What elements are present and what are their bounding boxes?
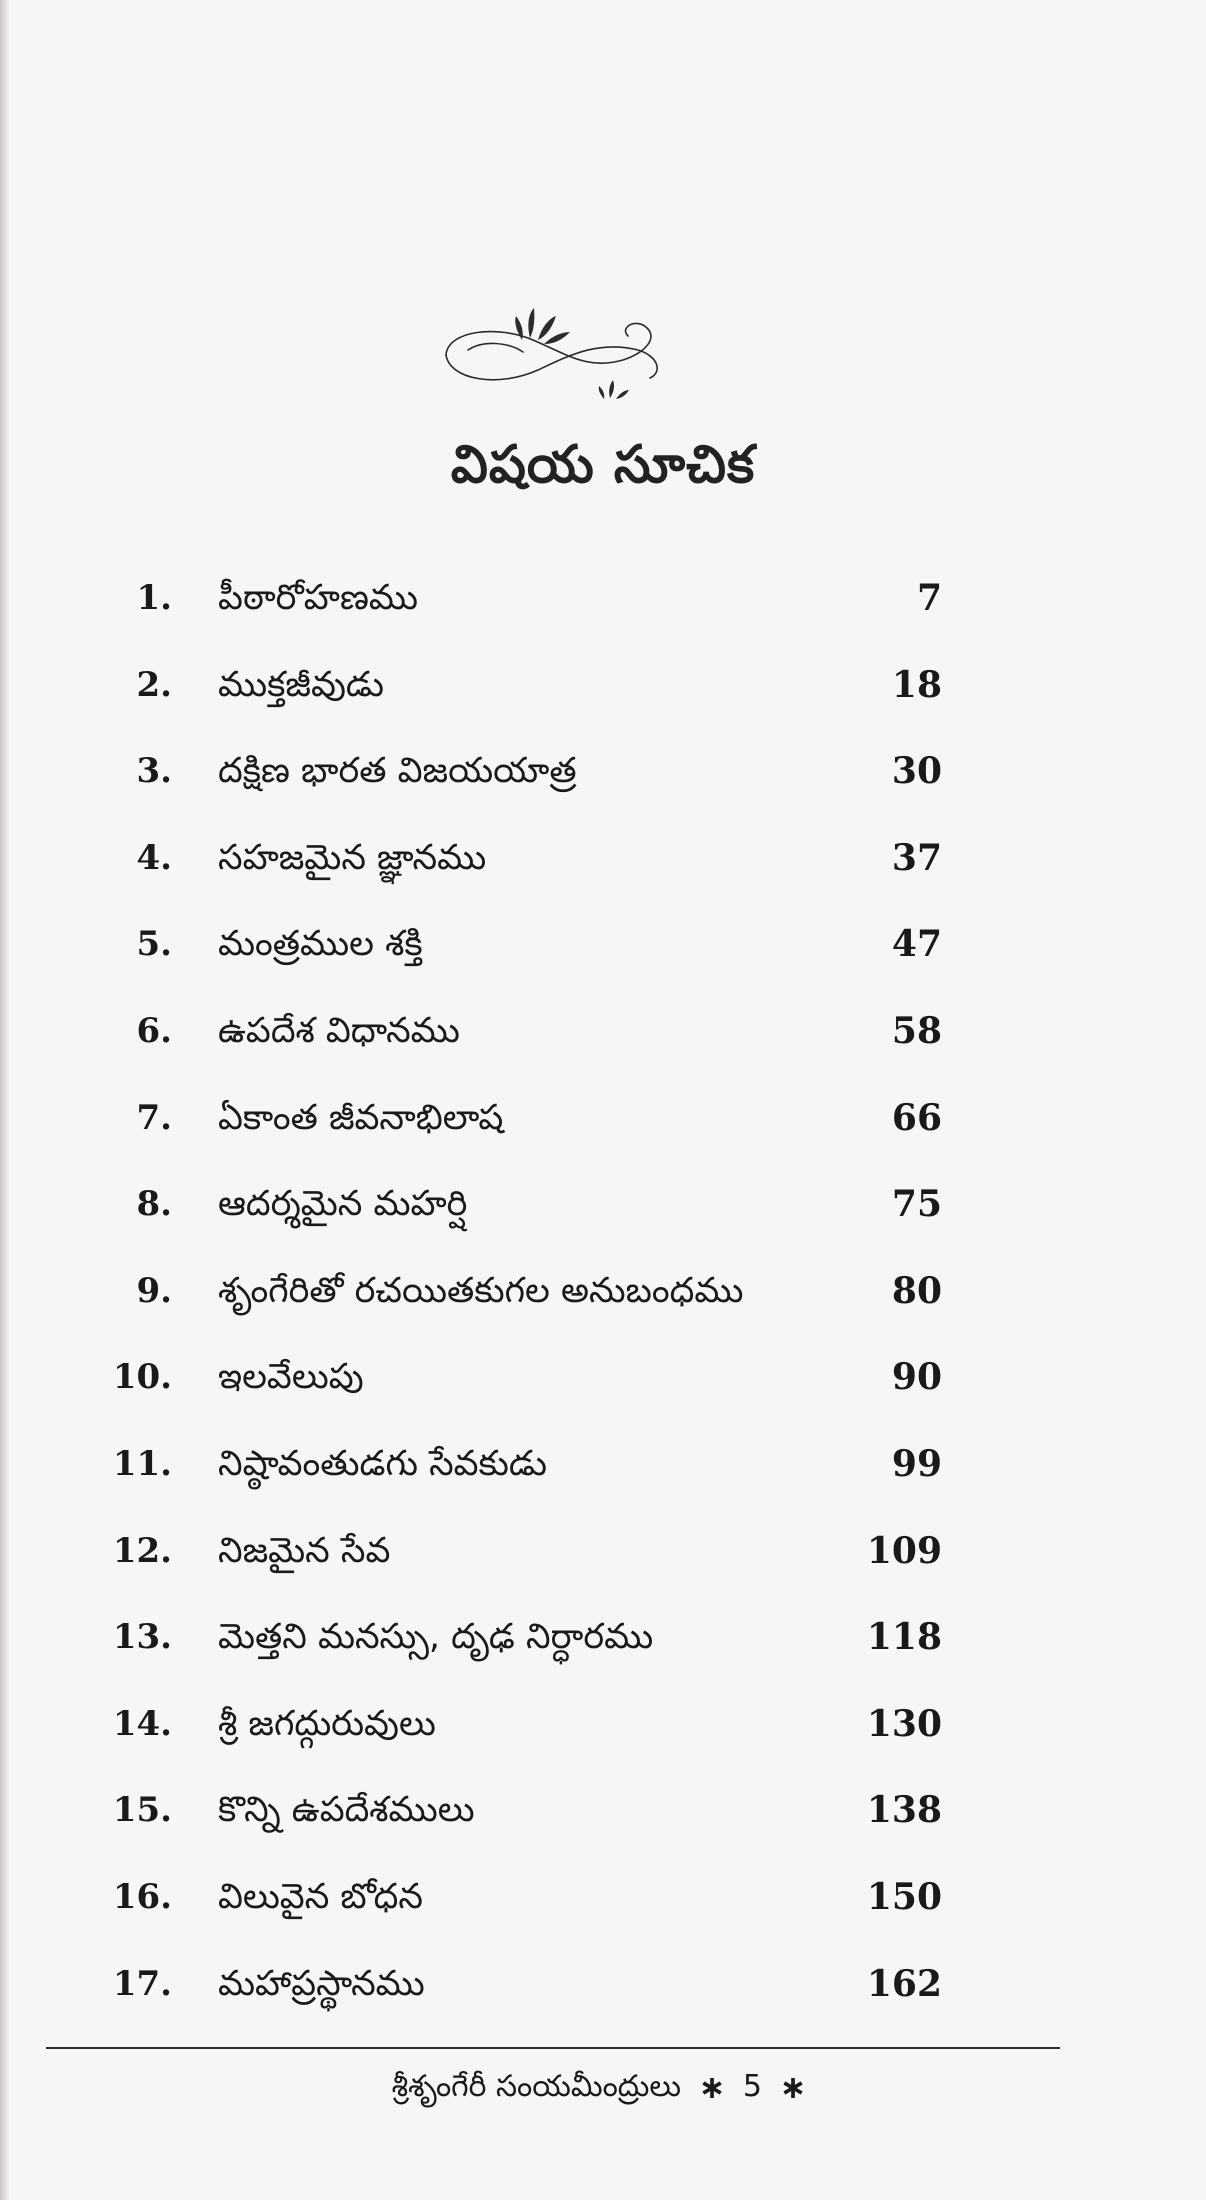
- toc-entry-number: 10.: [112, 1357, 172, 1398]
- toc-entry-page: 150: [866, 1876, 942, 1918]
- toc-entry-number: 3.: [136, 751, 172, 792]
- toc-entry-title: మెత్తని మనస్సు, దృఢ నిర్ధారము: [218, 1617, 654, 1658]
- toc-entry-number: 7.: [136, 1097, 172, 1138]
- toc-entry-page: 7: [916, 577, 942, 619]
- toc-entry-page: 118: [866, 1616, 942, 1659]
- toc-entry-page: 162: [866, 1962, 942, 2005]
- toc-entry-page: 99: [891, 1443, 942, 1485]
- toc-entry-page: 138: [866, 1789, 942, 1832]
- toc-entry-number: 12.: [112, 1530, 172, 1571]
- toc-entry-page: 30: [891, 750, 942, 793]
- toc-entry-page: 109: [866, 1529, 942, 1572]
- page-footer: [0, 2062, 1206, 2111]
- toc-entry-page: 80: [891, 1269, 942, 1312]
- toc-entry: [0, 1767, 1206, 1853]
- toc-entry-page: 130: [866, 1702, 942, 1745]
- footer-star-left-icon: ∗: [698, 2067, 726, 2106]
- toc-entry-title: శ్రీ జగద్గురువులు: [218, 1703, 436, 1744]
- toc-entry-number: 4.: [136, 837, 172, 878]
- footer-star-right-icon: ∗: [779, 2067, 807, 2106]
- toc-entry-number: 6.: [136, 1011, 172, 1051]
- toc-entry-page: 58: [891, 1010, 942, 1052]
- toc-entry-title: శృంగేరితో రచయితకుగల అనుబంధము: [218, 1270, 744, 1311]
- toc-entry-title: కొన్ని ఉపదేశములు: [218, 1790, 475, 1831]
- toc-entry-title: మంత్రముల శక్తి: [218, 924, 423, 965]
- toc-entry-title: నిజమైన సేవ: [218, 1530, 391, 1571]
- footer-book-title: శ్రీశృంగేరీ సంయమీంద్రులు: [391, 2068, 682, 2104]
- floral-ornament-icon: [438, 300, 668, 410]
- toc-entry: [0, 642, 1206, 728]
- toc-entry-number: 13.: [112, 1617, 172, 1658]
- toc-entry-number: 8.: [136, 1184, 172, 1225]
- toc-entry-page: 75: [891, 1183, 942, 1226]
- toc-entry-page: 90: [891, 1356, 942, 1399]
- page-title: విషయ సూచిక: [450, 435, 756, 495]
- toc-entry-title: విలువైన బోధన: [218, 1877, 423, 1917]
- toc-entry: [0, 1161, 1206, 1247]
- toc-entry-title: ఉపదేశ విధానము: [218, 1011, 460, 1051]
- toc-entry-title: మహాప్రస్థానము: [218, 1963, 425, 2004]
- toc-entry-page: 18: [891, 663, 942, 706]
- toc-entry-title: నిష్ఠావంతుడగు సేవకుడు: [218, 1444, 547, 1484]
- toc-entry-number: 14.: [112, 1703, 172, 1744]
- toc-entry: [0, 1248, 1206, 1334]
- toc-entry: [0, 988, 1206, 1074]
- toc-entry: [0, 1854, 1206, 1940]
- toc-entry: [0, 1421, 1206, 1507]
- toc-entry-number: 5.: [136, 924, 172, 965]
- toc-entry: [0, 815, 1206, 901]
- toc-entry: [0, 728, 1206, 814]
- footer-page-number: 5: [742, 2068, 763, 2104]
- toc-entry-page: 66: [891, 1096, 942, 1139]
- toc-entry-number: 1.: [136, 578, 172, 618]
- toc-entry: [0, 1075, 1206, 1161]
- toc-entry-title: సహజమైన జ్ఞానము: [218, 837, 487, 878]
- toc-entry-title: దక్షిణ భారత విజయయాత్ర: [218, 751, 577, 792]
- toc-entry: [0, 1941, 1206, 2027]
- toc-entry-number: 15.: [112, 1790, 172, 1831]
- toc-entry: [0, 1334, 1206, 1420]
- toc-entry-title: ఇలవేలుపు: [218, 1357, 364, 1398]
- toc-entry: [0, 1594, 1206, 1680]
- footer-divider: [46, 2047, 1060, 2049]
- toc-entry-number: 16.: [112, 1877, 172, 1917]
- toc-entry-number: 2.: [136, 664, 172, 705]
- toc-entry: [0, 1508, 1206, 1594]
- toc-entry: [0, 1681, 1206, 1767]
- toc-entry: [0, 555, 1206, 641]
- toc-entry: [0, 901, 1206, 987]
- toc-entry-number: 11.: [112, 1444, 172, 1484]
- toc-entry-number: 17.: [112, 1963, 172, 2004]
- toc-entry-title: పీఠారోహణము: [218, 578, 418, 618]
- toc-entry-page: 47: [891, 923, 942, 966]
- toc-entry-number: 9.: [136, 1270, 172, 1311]
- toc-entry-page: 37: [891, 836, 942, 879]
- toc-entry-title: ఏకాంత జీవనాభిలాష: [218, 1097, 504, 1138]
- toc-entry-title: ముక్తజీవుడు: [218, 664, 384, 705]
- toc-entry-title: ఆదర్శమైన మహర్షి: [218, 1184, 468, 1225]
